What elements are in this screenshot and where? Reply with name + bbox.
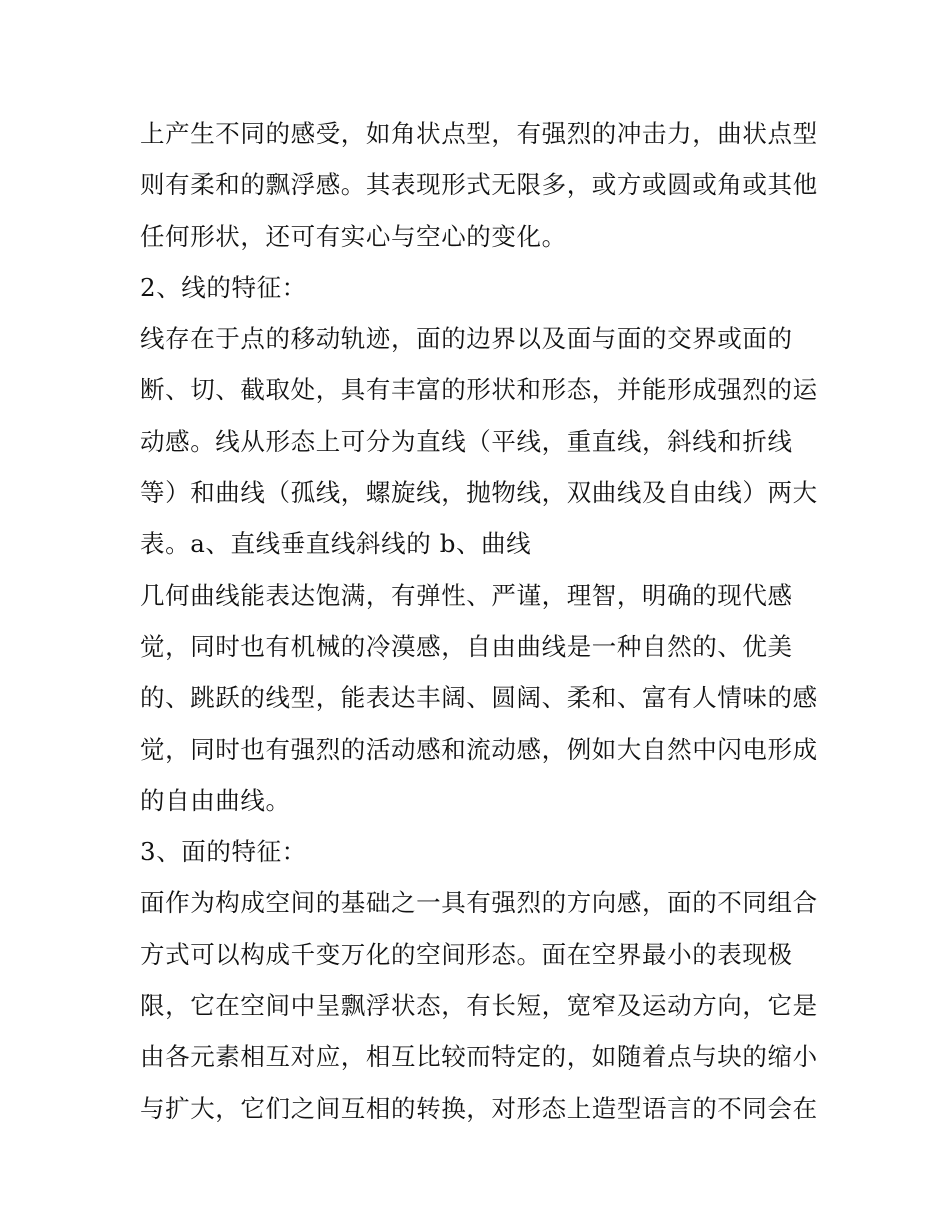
text-line-14: 的自由曲线。 [140, 785, 291, 815]
text-line-3: 任何形状，还可有实心与空心的变化。 [140, 221, 567, 251]
text-line-10: 几何曲线能表达饱满，有弹性、严谨，理智，明确的现代感 [140, 580, 793, 610]
section-heading-surface-features: 3、面的特征： [140, 837, 307, 867]
text-line-20: 与扩大，它们之间互相的转换，对形态上造型语言的不同会在 [140, 1093, 818, 1123]
text-line-1: 上产生不同的感受，如角状点型，有强烈的冲击力，曲状点型 [140, 119, 818, 148]
text-line-13: 觉，同时也有强烈的活动感和流动感，例如大自然中闪电形成 [140, 734, 818, 764]
text-line-11: 觉，同时也有机械的冷漠感，自由曲线是一种自然的、优美 [140, 631, 793, 661]
text-line-9: 表。a、直线垂直线斜线的 b、曲线 [140, 529, 532, 559]
document-body [140, 108, 820, 1134]
text-line-16: 面作为构成空间的基础之一具有强烈的方向感，面的不同组合 [140, 888, 818, 918]
text-line-18: 限，它在空间中呈飘浮状态，有长短，宽窄及运动方向，它是 [140, 991, 818, 1021]
text-line-17: 方式可以构成千变万化的空间形态。面在空界最小的表现极 [140, 939, 793, 969]
section-heading-line-features: 2、线的特征： [140, 272, 307, 302]
text-line-8: 等）和曲线（孤线，螺旋线，抛物线，双曲线及自由线）两大 [140, 478, 818, 508]
text-line-2: 则有柔和的飘浮感。其表现形式无限多，或方或圆或角或其他 [140, 170, 818, 200]
text-line-6: 断、切、截取处，具有丰富的形状和形态，并能形成强烈的运 [140, 375, 818, 405]
text-line-7: 动感。线从形态上可分为直线（平线，重直线，斜线和折线 [140, 426, 793, 456]
text-line-5: 线存在于点的移动轨迹，面的边界以及面与面的交界或面的 [140, 324, 793, 354]
text-line-19: 由各元素相互对应，相互比较而特定的，如随着点与块的缩小 [140, 1042, 818, 1072]
text-line-12: 的、跳跃的线型，能表达丰阔、圆阔、柔和、富有人情味的感 [140, 683, 818, 713]
